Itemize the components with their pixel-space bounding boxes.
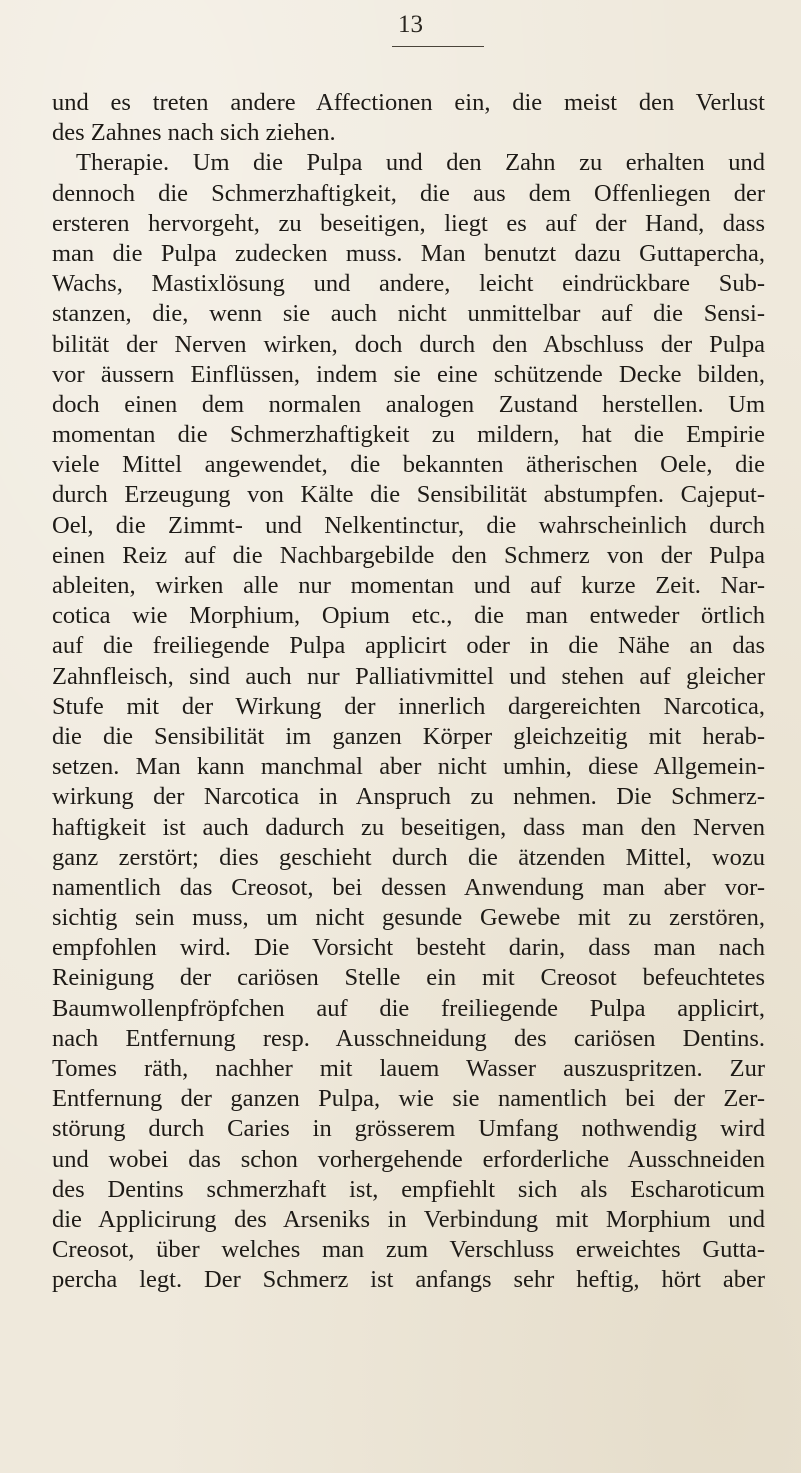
text-line: Entfernung der ganzen Pulpa, wie sie namentlich bei der Zer-	[52, 1085, 765, 1113]
text-line: doch einen dem normalen analogen Zustand herstellen. Um	[52, 390, 765, 418]
text-line: Oel, die Zimmt- und Nelkentinctur, die wahrscheinlich durch	[52, 511, 765, 539]
text-line-therapie: Therapie. Um die Pulpa und den Zahn zu erhalten und	[76, 149, 765, 177]
text-line: viele Mittel angewendet, die bekannten ätherischen Oele, die	[52, 451, 765, 479]
text-line: einen Reiz auf die Nachbargebilde den Schmerz von der Pulpa	[52, 541, 765, 569]
text-line: des Dentins schmerzhaft ist, empfiehlt sich als Escharoticum	[52, 1175, 765, 1203]
page-number-rule	[392, 46, 484, 47]
body-text	[52, 88, 765, 1296]
page-number: 13	[398, 11, 423, 38]
text-line: Stufe mit der Wirkung der innerlich dargereichten Narcotica,	[52, 692, 765, 720]
text-line: sichtig sein muss, um nicht gesunde Gewebe mit zu zerstören,	[52, 904, 765, 932]
text-line: dennoch die Schmerzhaftigkeit, die aus dem Offenliegen der	[52, 179, 765, 207]
text-line: durch Erzeugung von Kälte die Sensibilität abstumpfen. Cajeput-	[52, 481, 765, 509]
text-line: empfohlen wird. Die Vorsicht besteht darin, dass man nach	[52, 934, 765, 962]
text-line: nach Entfernung resp. Ausschneidung des cariösen Dentins.	[52, 1024, 765, 1052]
text-line: die die Sensibilität im ganzen Körper gleichzeitig mit herab-	[52, 722, 765, 750]
text-line-tomes: Tomes räth, nachher mit lauem Wasser auszuspritzen. Zur	[52, 1055, 765, 1082]
text-line: percha legt. Der Schmerz ist anfangs sehr heftig, hört aber	[52, 1266, 765, 1294]
text-line: und es treten andere Affectionen ein, die meist den Verlust	[52, 89, 765, 116]
text-line: cotica wie Morphium, Opium etc., die man entweder örtlich	[52, 602, 765, 630]
text-line: auf die freiliegende Pulpa applicirt oder in die Nähe an das	[52, 632, 765, 660]
text-line: störung durch Caries in grösserem Umfang nothwendig wird	[52, 1115, 765, 1143]
text-line: ersteren hervorgeht, zu beseitigen, liegt es auf der Hand, dass	[52, 209, 765, 237]
text-line: man die Pulpa zudecken muss. Man benutzt dazu Guttapercha,	[52, 239, 765, 267]
text-line: stanzen, die, wenn sie auch nicht unmittelbar auf die Sensi-	[52, 300, 765, 328]
text-line: vor äussern Einflüssen, indem sie eine schützende Decke bilden,	[52, 360, 765, 388]
text-line: und wobei das schon vorhergehende erforderliche Ausschneiden	[52, 1145, 765, 1173]
text-line: Reinigung der cariösen Stelle ein mit Creosot befeuchtetes	[52, 964, 765, 992]
text-line: Creosot, über welches man zum Verschluss erweichtes Gutta-	[52, 1236, 765, 1264]
text-line: bilität der Nerven wirken, doch durch den Abschluss der Pulpa	[52, 330, 765, 358]
text-line: setzen. Man kann manchmal aber nicht umhin, diese Allgemein-	[52, 753, 765, 781]
text-line: momentan die Schmerzhaftigkeit zu mildern, hat die Empirie	[52, 421, 765, 449]
text-line: Wachs, Mastixlösung und andere, leicht eindrückbare Sub-	[52, 270, 765, 298]
text-line: die Applicirung des Arseniks in Verbindung mit Morphium und	[52, 1205, 765, 1233]
text-line: wirkung der Narcotica in Anspruch zu nehmen. Die Schmerz-	[52, 783, 765, 811]
text-line: ganz zerstört; dies geschieht durch die ätzenden Mittel, wozu	[52, 843, 765, 871]
text-line: Zahnfleisch, sind auch nur Palliativmittel und stehen auf gleicher	[52, 662, 765, 690]
text-line: Baumwollenpfröpfchen auf die freiliegende Pulpa applicirt,	[52, 994, 765, 1022]
text-line: des Zahnes nach sich ziehen.	[52, 119, 336, 147]
text-line: haftigkeit ist auch dadurch zu beseitigen, dass man den Nerven	[52, 813, 765, 841]
text-line: ableiten, wirken alle nur momentan und auf kurze Zeit. Nar-	[52, 572, 765, 599]
text-line: namentlich das Creosot, bei dessen Anwendung man aber vor-	[52, 873, 765, 901]
